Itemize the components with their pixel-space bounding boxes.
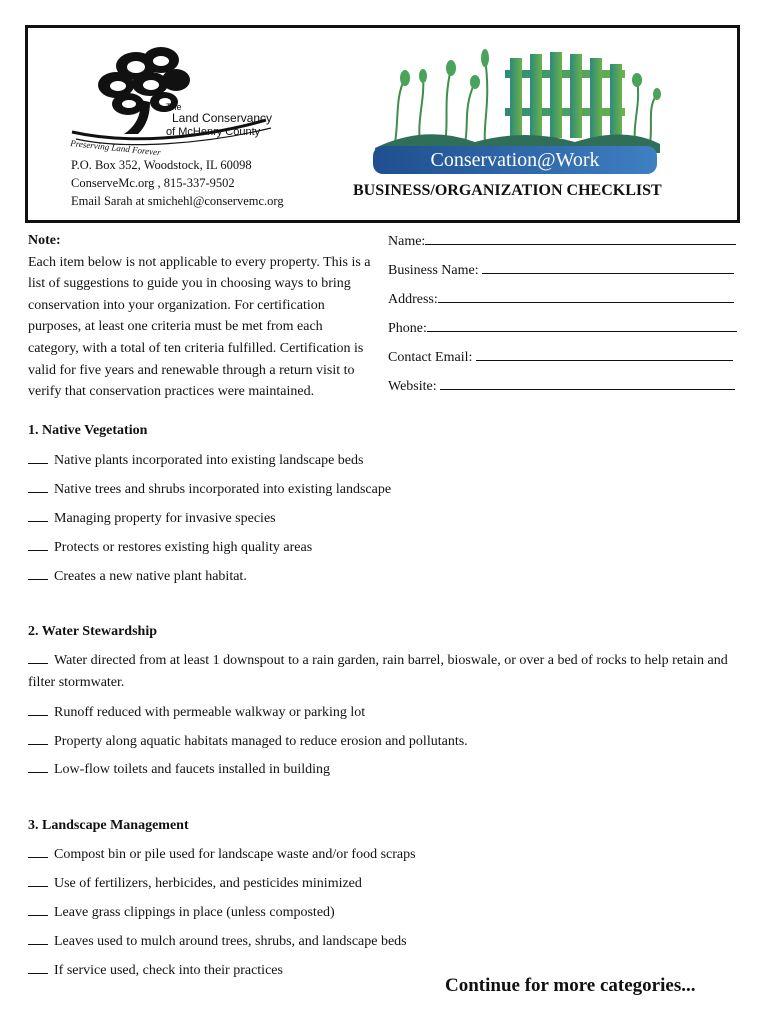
checklist-item[interactable]: Native trees and shrubs incorporated into existing landscape [28,481,391,498]
checklist-title: BUSINESS/ORGANIZATION CHECKLIST [353,182,662,199]
checklist-item[interactable]: If service used, check into their practices [28,962,283,979]
logo-county-text: of McHenry County [166,126,261,138]
continue-text: Continue for more categories... [445,975,696,996]
business-name-field[interactable] [388,261,734,279]
checkbox-blank[interactable] [28,539,48,551]
checklist-item[interactable]: Water directed from at least 1 downspout to a rain garden, rain barrel, bioswale, or over a bed of rocks to help retain and filter stormwater. [28,653,728,690]
checkbox-blank[interactable] [28,761,48,773]
phone-label: Phone: [388,321,427,336]
logo-tagline-text: Preserving Land Forever [69,138,162,158]
header-box [25,25,740,223]
contact-address: P.O. Box 352, Woodstock, IL 60098 [71,158,252,172]
checkbox-blank[interactable] [28,904,48,916]
checkbox-blank[interactable] [28,933,48,945]
contact-web-phone: ConserveMc.org , 815-337-9502 [71,176,235,190]
contact-email-field[interactable] [388,348,733,366]
name-field[interactable] [388,232,736,250]
conservation-at-work-logo [365,38,665,178]
checkbox-blank[interactable] [28,875,48,887]
section-native-vegetation-title: 1. Native Vegetation [28,423,148,438]
logo-name-text: Land Conservancy [172,111,273,125]
logo-the-text: The [166,102,182,112]
website-label: Website: [388,379,441,394]
checklist-item[interactable]: Leaves used to mulch around trees, shrubs, and landscape beds [28,933,407,950]
contact-info [71,156,284,210]
checkbox-blank[interactable] [28,962,48,974]
checklist-item[interactable]: Leave grass clippings in place (unless composted) [28,904,335,921]
address-label: Address: [388,292,438,307]
contact-email-label: Contact Email: [388,350,476,365]
checklist-item[interactable]: Runoff reduced with permeable walkway or parking lot [28,704,365,721]
contact-email: Email Sarah at smichehl@conservemc.org [71,194,284,208]
checklist-item[interactable]: Compost bin or pile used for landscape waste and/or food scraps [28,846,416,863]
checkbox-blank[interactable] [28,481,48,493]
note-title: Note: [28,233,61,248]
checklist-item[interactable]: Use of fertilizers, herbicides, and pesticides minimized [28,875,362,892]
address-field[interactable] [388,290,734,308]
checklist-item[interactable]: Protects or restores existing high quality areas [28,539,312,556]
checkbox-blank[interactable] [28,652,48,664]
checklist-item[interactable]: Native plants incorporated into existing landscape beds [28,452,363,469]
checkbox-blank[interactable] [28,846,48,858]
checklist-item[interactable]: Low-flow toilets and faucets installed in building [28,761,330,778]
name-label: Name: [388,234,426,249]
note-block [28,230,373,403]
note-body: Each item below is not applicable to every property. This is a list of suggestions to guide you in choosing ways to bring conservation into your organization. For certification purposes, at least one criteria must be met from each category, with a total of ten criteria fulfilled. Certification is valid for five years and renewable through a return visit to verify that conservation practices were maintained. [28,254,371,400]
checkbox-blank[interactable] [28,568,48,580]
checklist-item[interactable]: Property along aquatic habitats managed to reduce erosion and pollutants. [28,733,468,750]
checkbox-blank[interactable] [28,704,48,716]
website-field[interactable] [388,377,735,395]
checklist-item[interactable]: Managing property for invasive species [28,510,276,527]
section-landscape-management-title: 3. Landscape Management [28,818,189,833]
checkbox-blank[interactable] [28,510,48,522]
business-name-label: Business Name: [388,263,483,278]
land-conservancy-logo [66,40,286,160]
logo-conservation-work-text: Conservation@Work [430,149,600,171]
checkbox-blank[interactable] [28,733,48,745]
section-water-stewardship-title: 2. Water Stewardship [28,624,157,639]
checklist-item[interactable]: Creates a new native plant habitat. [28,568,247,585]
checkbox-blank[interactable] [28,452,48,464]
phone-field[interactable] [388,319,737,337]
